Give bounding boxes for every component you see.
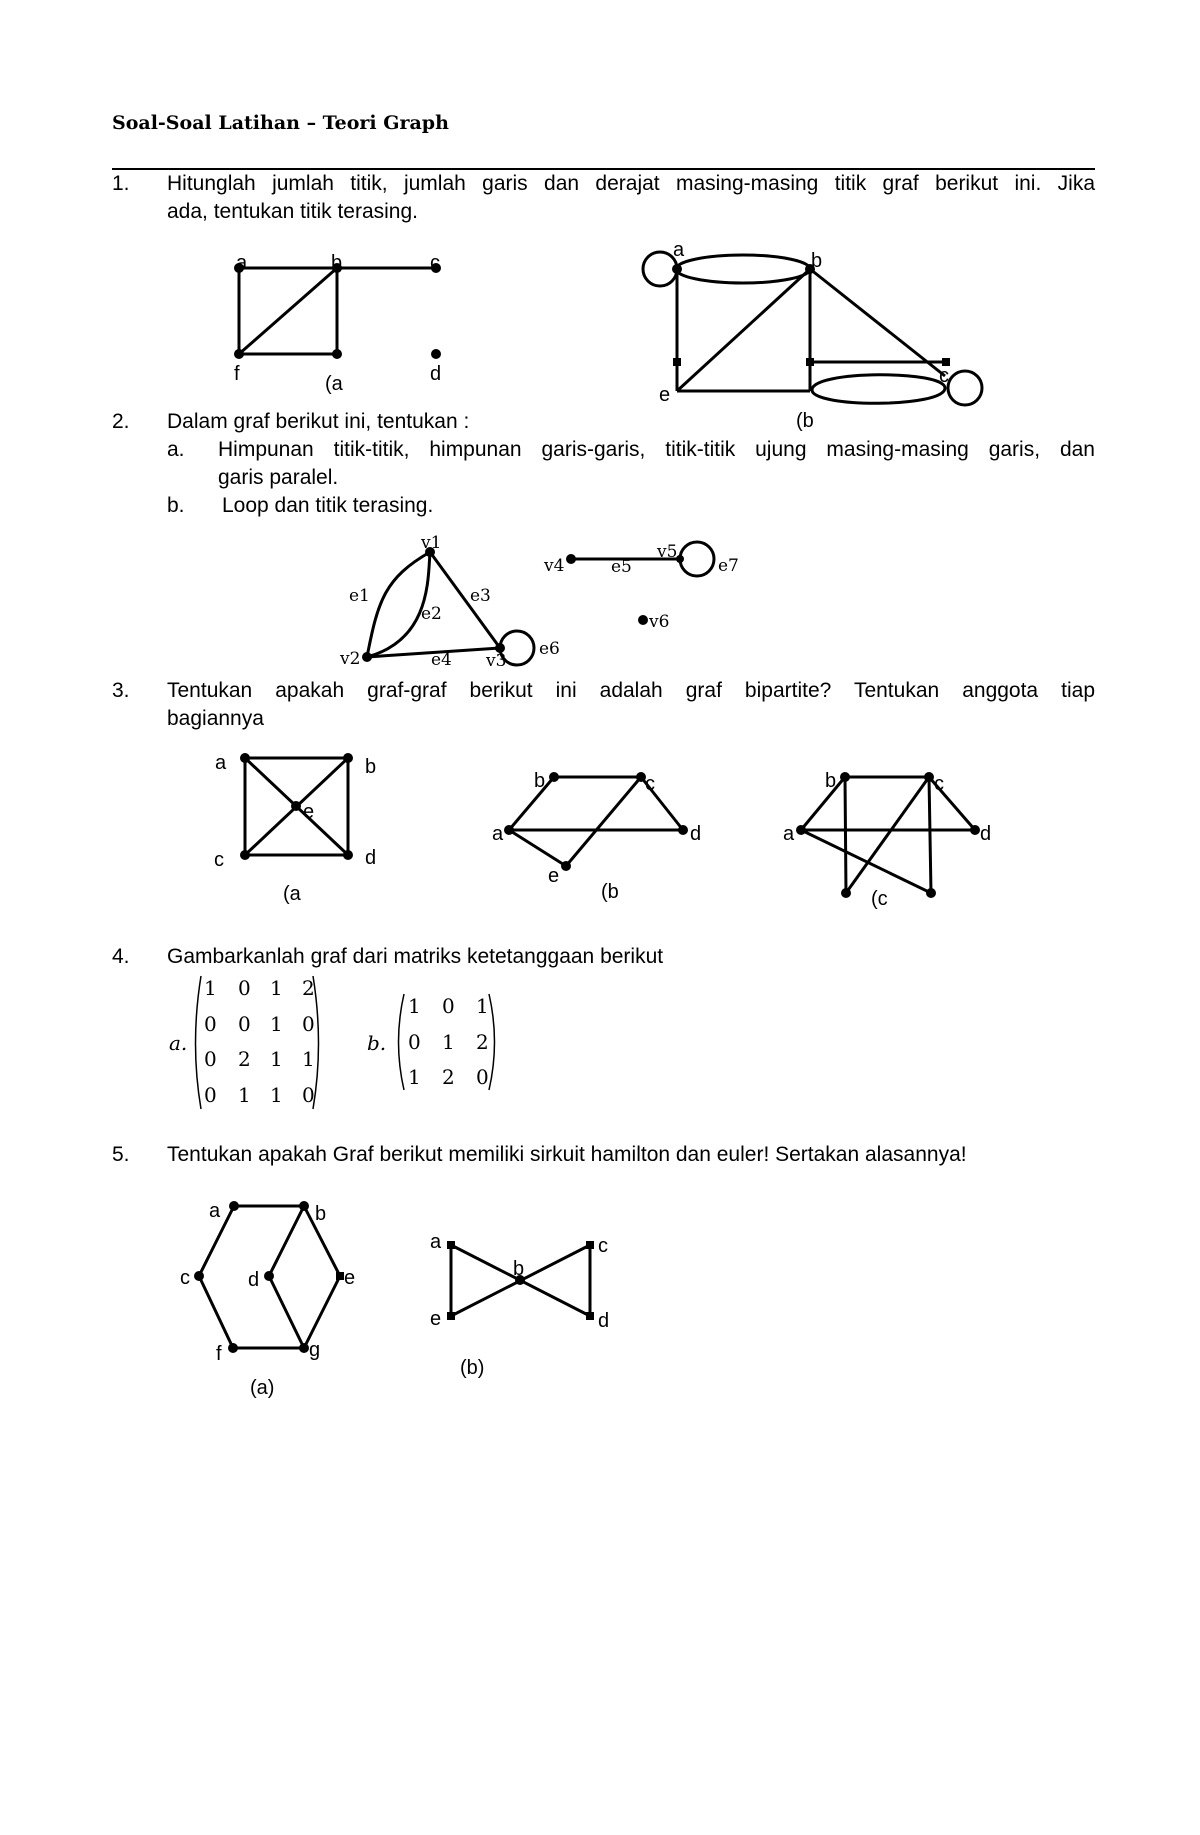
q1-text-line1: Hitunglah jumlah titik, jumlah garis dan derajat masing-masing titik graf berikut ini. Jika [167,172,1095,195]
q2-text: Dalam graf berikut ini, tentukan : [167,410,470,433]
q2-label-v5: v5 [657,542,678,562]
q2-label-e3: e3 [470,586,491,606]
q4a-left-bracket [196,976,202,1109]
q1a-edge-b-f [239,268,337,354]
q1b-loop-a [643,252,677,286]
q1b-label-b: b [811,250,823,272]
q5a-caption: (a) [250,1377,275,1399]
q2-label-v1: v1 [421,533,442,553]
q1-graph-a [239,268,436,354]
q4a-r4c1: 0 [204,1083,217,1107]
q3c-caption: (c [871,888,888,910]
q1a-label-f: f [234,363,240,385]
q2-label-e5: e5 [611,557,632,577]
q5a-label-b: b [315,1203,327,1225]
q4b-r3c1: 1 [408,1065,421,1089]
q5b-label-b: b [513,1258,525,1280]
q2-label-e6: e6 [539,639,560,659]
q2-number: 2. [112,410,130,433]
q2b-marker: b. [167,494,185,517]
q4b-label: b. [367,1031,387,1055]
q2-label-v2: v2 [340,649,361,669]
q1b-label-e: e [659,384,671,406]
q2-label-e7: e7 [718,556,739,576]
q4a-r3c3: 1 [270,1047,283,1071]
q4a-r2c4: 0 [302,1012,315,1036]
q3a-label-b: b [365,756,377,778]
q1a-caption: (a [325,373,343,395]
q1b-edge-e-b [677,269,810,391]
q2a-marker: a. [167,438,185,461]
q5a-label-c: c [180,1267,190,1289]
q3a-label-a: a [215,752,227,774]
q3b-label-e: e [548,865,560,887]
q3c-label-c: c [934,773,944,795]
q3b-label-b: b [534,770,546,792]
q3b-label-d: d [690,823,702,845]
q4a-r1c1: 1 [204,976,217,1000]
q5b-caption: (b) [460,1357,485,1379]
q4-number: 4. [112,945,130,968]
q4a-r2c1: 0 [204,1012,217,1036]
q1b-label-a: a [673,239,685,261]
q5a-label-d: d [248,1269,260,1291]
q4a-r3c1: 0 [204,1047,217,1071]
q4b-r2c2: 1 [442,1030,455,1054]
q4b-right-bracket [489,994,495,1090]
q2-label-v4: v4 [544,556,565,576]
q2-label-e2: e2 [421,604,442,624]
q1a-label-a: a [236,252,248,274]
q4b-r3c3: 0 [476,1065,489,1089]
page-title: Soal-Soal Latihan – Teori Graph [112,112,449,134]
q4a-r4c2: 1 [238,1083,251,1107]
q2-loop-e7 [680,542,714,576]
q4b-r3c2: 2 [442,1065,455,1089]
q4a-r4c3: 1 [270,1083,283,1107]
q3-graph-c [801,777,975,893]
q3-text-line1: Tentukan apakah graf-graf berikut ini adalah graf bipartite? Tentukan anggota tiap [167,679,1095,702]
q4a-label: a. [169,1031,188,1055]
q4a-r3c4: 1 [302,1047,315,1071]
q4a-r1c4: 2 [302,976,315,1000]
q5b-label-a: a [430,1231,442,1253]
q2b-text: Loop dan titik terasing. [222,494,434,517]
q5b-label-e: e [430,1308,442,1330]
q2-label-e4: e4 [431,650,452,670]
q3b-label-c: c [645,773,655,795]
q1b-label-c: c [939,365,949,387]
q1-graph-b [643,252,982,405]
q4b-r2c1: 0 [408,1030,421,1054]
q4a-r1c2: 0 [238,976,251,1000]
q3a-caption: (a [283,883,301,905]
q2-label-v6: v6 [649,612,670,632]
q1b-parallel-a-b [676,255,810,283]
q3a-label-e: e [303,801,315,823]
q3a-label-c: c [214,849,224,871]
q4a-r4c4: 0 [302,1083,315,1107]
q4b-left-bracket [399,994,405,1090]
q5b-label-c: c [598,1235,608,1257]
q4b-r1c3: 1 [476,994,489,1018]
q4-text: Gambarkanlah graf dari matriks ketetanggaan berikut [167,945,664,968]
q2-label-v3: v3 [486,651,507,671]
q3c-label-a: a [783,823,795,845]
q5a-label-e: e [344,1267,356,1289]
q2a-text-line2: garis paralel. [218,466,339,489]
q1a-label-c: c [430,252,440,274]
q2a-text-line1: Himpunan titik-titik, himpunan garis-garis, titik-titik ujung masing-masing garis, dan [218,438,1095,461]
q3-number: 3. [112,679,130,702]
q5a-label-a: a [209,1200,221,1222]
q5b-label-d: d [598,1310,610,1332]
q1a-label-b: b [331,252,343,274]
q3-text-line2: bagiannya [167,707,264,730]
q5-text: Tentukan apakah Graf berikut memiliki sirkuit hamilton dan euler! Sertakan alasannya! [167,1143,967,1166]
q4a-r1c3: 1 [270,976,283,1000]
q1b-caption: (b [796,410,814,432]
q4b-r2c3: 2 [476,1030,489,1054]
q4b-r1c1: 1 [408,994,421,1018]
q5a-label-f: f [216,1343,222,1365]
q3a-label-d: d [365,847,377,869]
q3c-label-b: b [825,770,837,792]
q3b-caption: (b [601,881,619,903]
q4b-r1c2: 0 [442,994,455,1018]
q1a-label-d: d [430,363,442,385]
q3c-label-d: d [980,823,992,845]
q1b-edge-b-c [810,269,945,376]
q1-number: 1. [112,172,130,195]
q1b-parallel-x-c [812,375,945,404]
q5-number: 5. [112,1143,130,1166]
q1-text-line2: ada, tentukan titik terasing. [167,200,418,223]
q2-label-e1: e1 [349,586,370,606]
q4a-r3c2: 2 [238,1047,251,1071]
q4a-r2c3: 1 [270,1012,283,1036]
q5a-label-g: g [309,1339,321,1361]
q4a-r2c2: 0 [238,1012,251,1036]
q1b-loop-c [948,371,982,405]
q3b-label-a: a [492,823,504,845]
